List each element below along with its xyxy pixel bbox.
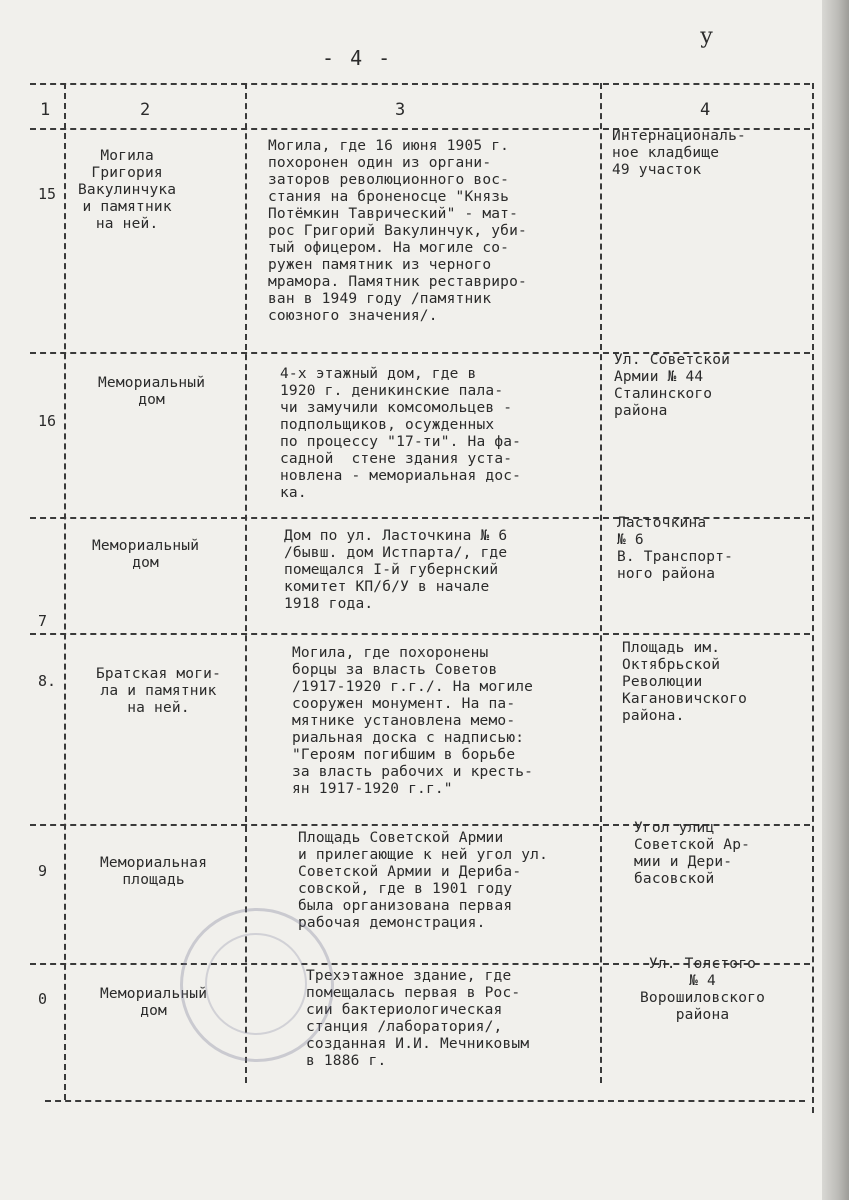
row-number: 9 [38,862,48,880]
object-description: Трехэтажное здание, где помещалась первая в Рос- сии бактериологическая станция /лаборатория/, созданная И.И. Мечниковым в 1886 г. [306,968,530,1069]
object-description: Дом по ул. Ласточкина № 6 /бывш. дом Истпарта/, где помещался I-й губернский комитет КП/б/У в начале 1918 года. [284,528,508,612]
header-col-4: 4 [700,100,711,120]
row-number: 0 [38,990,48,1008]
object-name: Мемориальный дом [100,986,208,1019]
header-col-1: 1 [40,100,51,120]
archive-stamp [180,908,334,1062]
row-number: 7 [38,612,48,630]
table-bottom-border [45,1100,805,1102]
header-col-3: 3 [395,100,406,120]
object-description: 4-х этажный дом, где в 1920 г. деникинские пала- чи замучили комсомольцев - подпольщиков, осужденных по процессу "17-ти". На фа- садной стене здания уста- новлена - мемориальная дос- ка. [280,366,522,501]
object-description: Могила, где 16 июня 1905 г. похоронен один из органи- заторов революционного вос- стания на броненосце "Князь Потёмкин Таврический" - мат- рос Григорий Вакулинчук, уби- тый офицером. На могиле со- ружен памятник из черного мрамора. Памятник реставриро- ван в 1949 году /памятник союзного значения/. [268,138,527,324]
object-name: Мемориальная площадь [100,855,208,888]
corner-mark: у [700,24,713,49]
column-divider [64,83,66,1100]
object-location: Ласточкина № 6 В. Транспорт- ного района [617,515,734,582]
object-name: Мемориальный дом [98,375,206,408]
table-top-border [30,83,810,85]
object-name: Могила Григория Вакулинчука и памятник на ней. [78,148,177,232]
page-edge-shadow [822,0,849,1200]
object-location: Ул. Советской Армии № 44 Сталинского района [614,352,731,419]
object-name: Мемориальный дом [92,538,200,571]
object-location: Интернациональ- ное кладбище 49 участок [612,128,746,178]
row-number: 16 [38,412,57,430]
page-number: - 4 - [322,46,393,70]
column-divider [600,83,602,1083]
column-divider [812,83,814,1113]
object-location: Ул. Толстого № 4 Ворошиловского района [640,956,766,1023]
row-divider [30,633,810,635]
row-number: 8. [38,672,57,690]
row-number: 15 [38,185,57,203]
object-location: Площадь им. Октябрьской Революции Кагановичского района. [622,640,748,724]
object-description: Площадь Советской Армии и прилегающие к ней угол ул. Советской Армии и Дериба- совской, где в 1901 году была организована первая рабочая демонстрация. [298,830,549,931]
header-col-2: 2 [140,100,151,120]
object-location: Угол улиц Советской Ар- мии и Дери- басовской [634,820,751,887]
object-name: Братская моги- ла и памятник на ней. [96,666,222,716]
object-description: Могила, где похоронены борцы за власть Советов /1917-1920 г.г./. На могиле сооружен монумент. На па- мятнике установлена мемо- риальная доска с надписью: "Героям погибшим в борьбе за власть рабочих и кресть- ян 1917-1920 г.г." [292,645,534,797]
